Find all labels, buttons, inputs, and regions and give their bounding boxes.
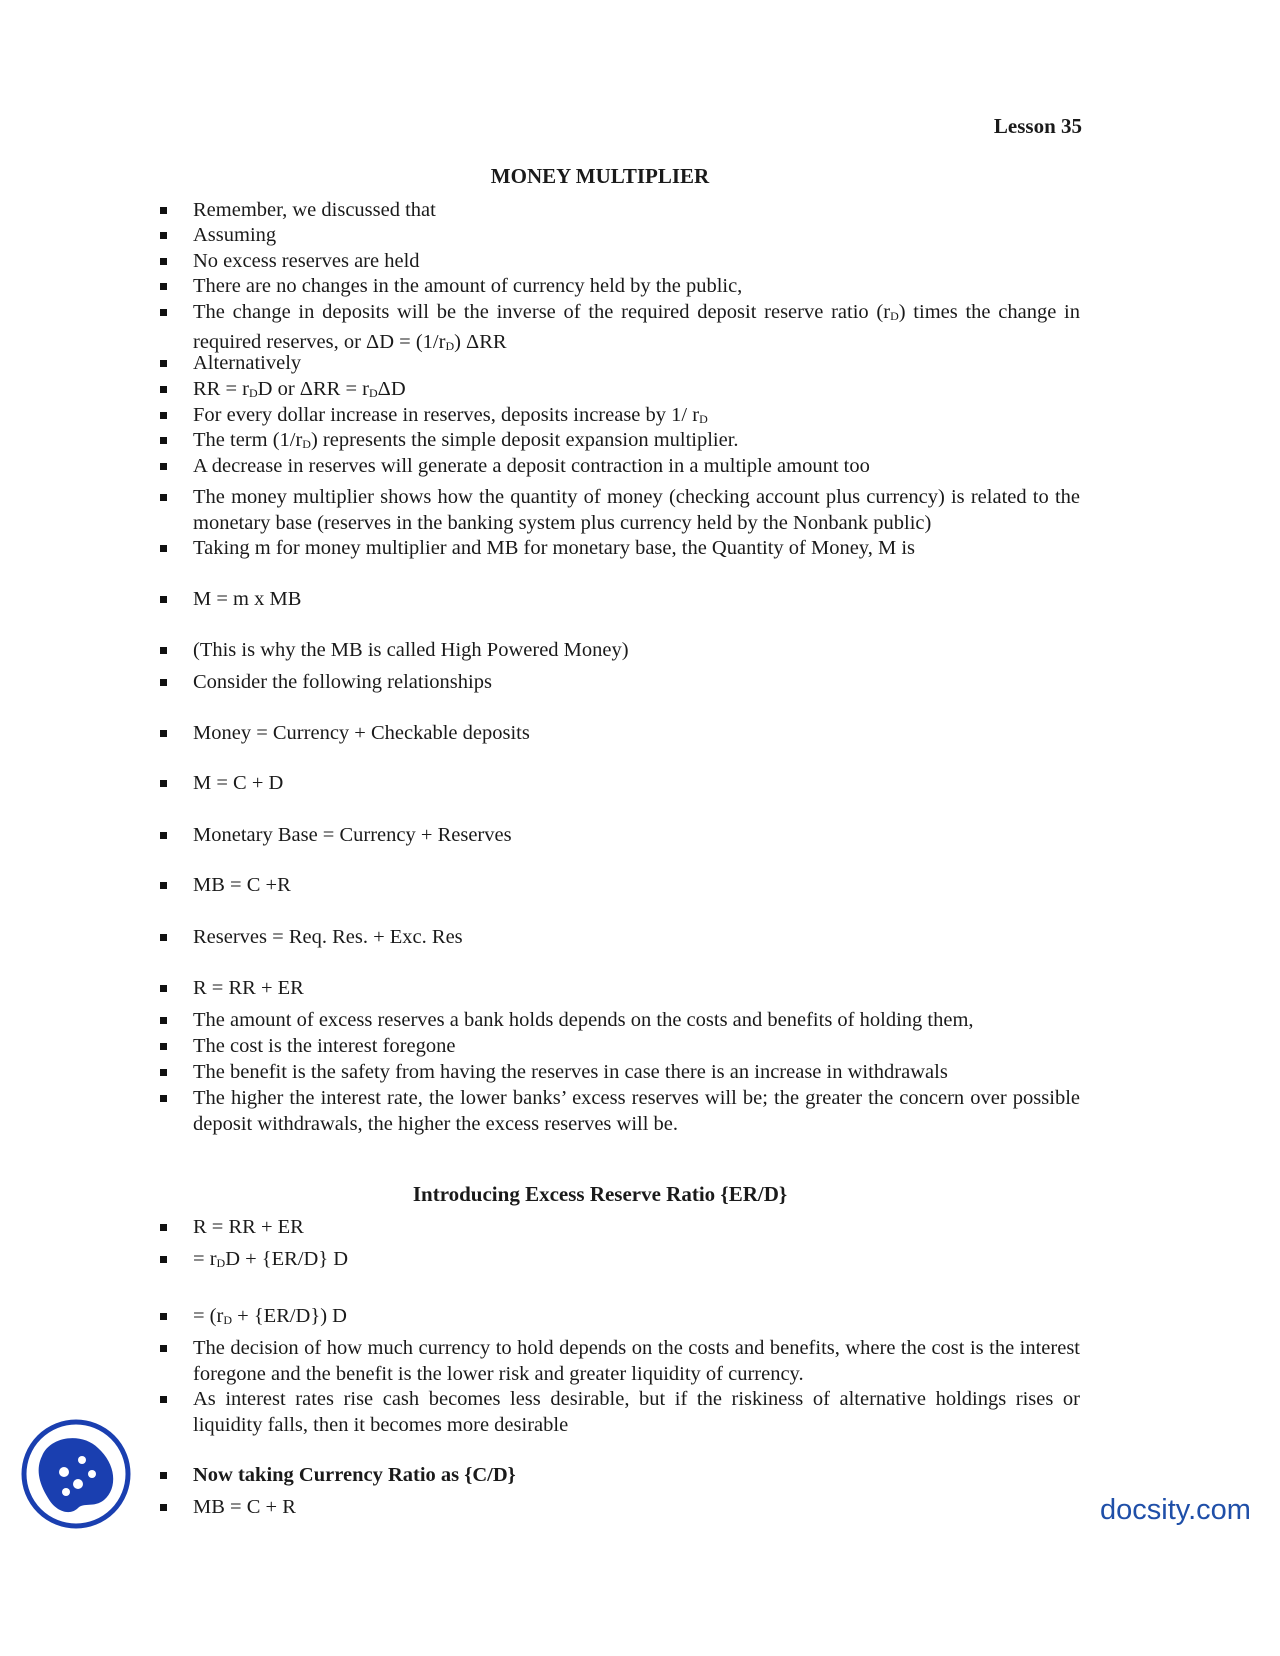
list-item: Remember, we discussed that xyxy=(193,197,1080,223)
page-title: MONEY MULTIPLIER xyxy=(490,164,710,188)
list-item: = $(r_D + \{ER/D\})$ D xyxy=(193,1303,1080,1333)
list-item: The term $(1/r_D)$ represents the simple deposit expansion multiplier. xyxy=(193,427,1080,457)
docsity-logo-icon xyxy=(20,1418,132,1530)
section-heading: Introducing Excess Reserve Ratio {ER/D} xyxy=(412,1182,788,1206)
list-item: The higher the interest rate, the lower banks’ excess reserves will be; the greater the concern over possible deposit withdrawals, the higher the excess reserves will be. xyxy=(193,1087,1080,1135)
list-item: No excess reserves are held xyxy=(193,248,1080,274)
list-item: Reserves = Req. Res. + Exc. Res xyxy=(193,924,1080,950)
list-item: The cost is the interest foregone xyxy=(193,1033,1080,1059)
list-item: There are no changes in the amount of currency held by the public, xyxy=(193,273,1080,299)
list-item: R = RR + ER xyxy=(193,975,1080,1001)
list-item: As interest rates rise cash becomes less desirable, but if the riskiness of alternative holdings rises or liquidity falls, then it becomes more desirable xyxy=(193,1388,1080,1436)
brand-watermark: docsity.com xyxy=(1100,1494,1251,1526)
list-item: Alternatively xyxy=(193,350,1080,376)
list-item: For every dollar increase in reserves, deposits increase by 1/ $r_D$ xyxy=(193,402,1080,432)
list-item: R = RR + ER xyxy=(193,1214,1080,1240)
list-item: M = m x MB xyxy=(193,586,1080,612)
list-item: The money multiplier shows how the quantity of money (checking account plus currency) is related to the monetary base (reserves in the banking system plus currency held by the Nonbank public) xyxy=(193,486,1080,534)
list-item: Now taking Currency Ratio as {C/D} xyxy=(193,1462,1080,1488)
lesson-number: Lesson 35 xyxy=(993,114,1082,138)
list-item: (This is why the MB is called High Powered Money) xyxy=(193,637,1080,663)
list-item: The change in deposits will be the inverse of the required deposit reserve ratio $(r_D)$ times the change in required reserves, or $\Delta D = (1/r_D)$ ΔRR xyxy=(193,299,1080,359)
list-item: M = C + D xyxy=(193,770,1080,796)
list-item: Taking m for money multiplier and MB for monetary base, the Quantity of Money, M is xyxy=(193,535,1080,561)
list-item: Assuming xyxy=(193,222,1080,248)
list-item: The decision of how much currency to hold depends on the costs and benefits, where the cost is the interest foregone and the benefit is the lower risk and greater liquidity of currency. xyxy=(193,1337,1080,1385)
list-item: = $r_DD + \{ER/D\}$ D xyxy=(193,1246,1080,1276)
list-item: MB = C + R xyxy=(193,1494,1080,1520)
list-item: The amount of excess reserves a bank holds depends on the costs and benefits of holding them, xyxy=(193,1007,1080,1033)
list-item: Monetary Base = Currency + Reserves xyxy=(193,822,1080,848)
list-item: Money = Currency + Checkable deposits xyxy=(193,720,1080,746)
list-item: The benefit is the safety from having the reserves in case there is an increase in withdrawals xyxy=(193,1059,1080,1085)
list-item: MB = C +R xyxy=(193,872,1080,898)
list-item: A decrease in reserves will generate a deposit contraction in a multiple amount too xyxy=(193,453,1080,479)
list-item: Consider the following relationships xyxy=(193,669,1080,695)
list-item: RR = $r_DD$ or $\Delta RR = r_D\Delta D$ xyxy=(193,376,1080,406)
